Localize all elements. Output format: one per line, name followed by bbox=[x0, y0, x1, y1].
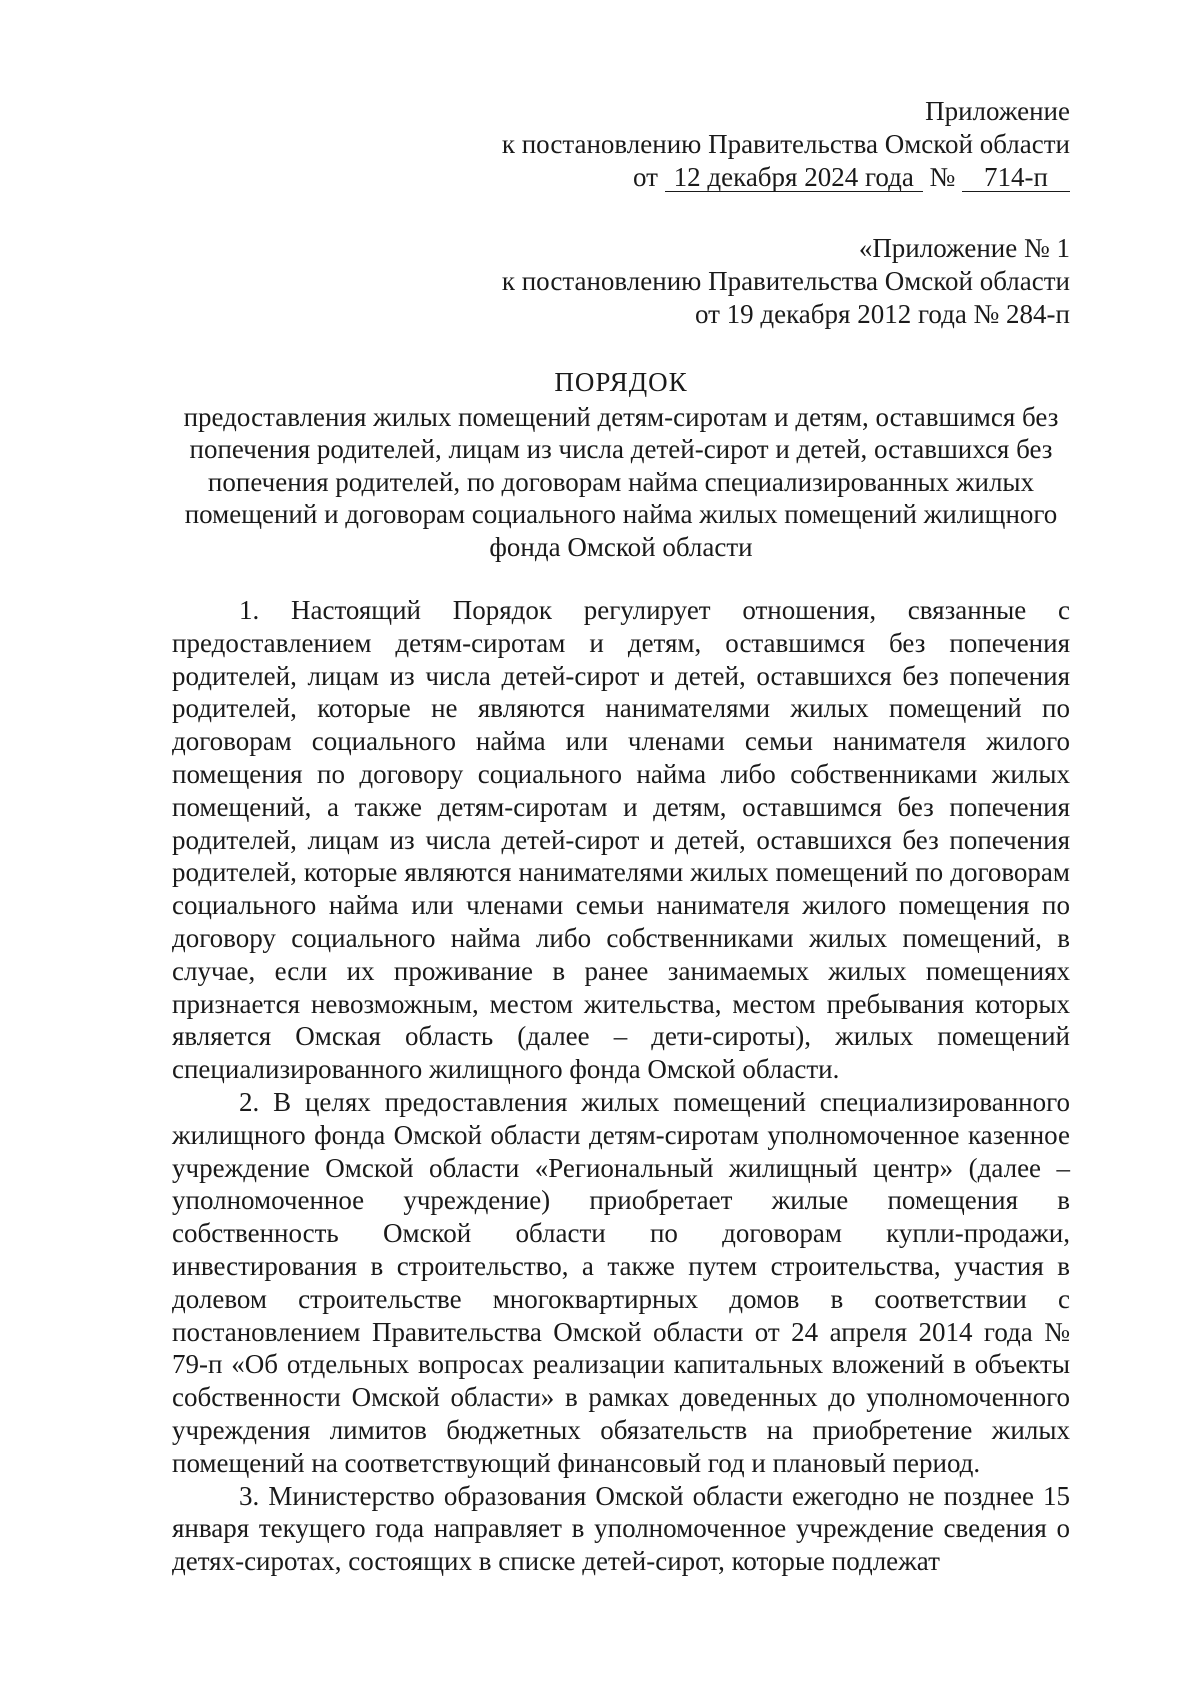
appendix-label: Приложение bbox=[925, 96, 1070, 126]
previous-resolution-ref: к постановлению Правительства Омской области bbox=[501, 265, 1070, 296]
resolution-date: 12 декабря 2024 года bbox=[665, 163, 923, 192]
appendix-header bbox=[502, 95, 1070, 193]
appendix-resolution-ref: к постановлению Правительства Омской области bbox=[501, 128, 1070, 159]
document-body bbox=[172, 594, 1070, 1578]
previous-appendix-header bbox=[502, 232, 1070, 330]
appendix-date-line bbox=[502, 161, 1070, 194]
paragraph-3: 3. Министерство образования Омской области ежегодно не позднее 15 января текущего года направляет в уполномоченное учреждение сведения о детях-сиротах, состоящих в списке детей-сирот, которые подлежат bbox=[172, 1480, 1070, 1577]
paragraph-1: 1. Настоящий Порядок регулирует отношения, связанные с предоставлением детям-сиротам и детям, оставшимся без попечения родителей, лицам из числа детей-сирот и детей, оставшихся без попечения родителей, которые не являются нанимателями жилых помещений по договорам социального найма или членами семьи нанимателя жилого помещения по договору социального найма либо собственниками жилых помещений, а также детям-сиротам и детям, оставшимся без попечения родителей, лицам из числа детей-сирот и детей, оставшихся без попечения родителей, которые являются нанимателями жилых помещений по договорам социального найма или членами семьи нанимателя жилого помещения по договору социального найма либо собственниками жилых помещений, в случае, если их проживание в ранее занимаемых жилых помещениях признается невозможным, местом жительства, местом пребывания которых является Омская область (далее – дети-сироты), жилых помещений специализированного жилищного фонда Омской области. bbox=[172, 595, 1070, 1085]
resolution-number: 714-п bbox=[962, 163, 1070, 192]
previous-resolution-date: от 19 декабря 2012 года № 284-п bbox=[694, 298, 1070, 329]
title-subtitle: предоставления жилых помещений детям-сиротам и детям, оставшимся без попечения родителей, лицам из числа детей-сирот и детей, оставшихся без попечения родителей, по договорам найма специализированных жилых помещений и договорам социального найма жилых помещений жилищного фонда Омской области bbox=[183, 401, 1059, 562]
previous-appendix-label: «Приложение № 1 bbox=[858, 233, 1070, 263]
number-prefix: № bbox=[929, 161, 956, 192]
document-title bbox=[172, 366, 1070, 563]
title-main: ПОРЯДОК bbox=[554, 367, 688, 397]
paragraph-2: 2. В целях предоставления жилых помещений специализированного жилищного фонда Омской области детям-сиротам уполномоченное казенное учреждение Омской области «Региональный жилищный центр» (далее – уполномоченное учреждение) приобретает жилые помещения в собственность Омской области по договорам купли-продажи, инвестирования в строительство, а также путем строительства, участия в долевом строительстве многоквартирных домов в соответствии с постановлением Правительства Омской области от 24 апреля 2014 года № 79-п «Об отдельных вопросах реализации капитальных вложений в объекты собственности Омской области» в рамках доведенных до уполномоченного учреждения лимитов бюджетных обязательств на приобретение жилых помещений на соответствующий финансовый год и плановый период. bbox=[172, 1086, 1070, 1478]
date-prefix: от bbox=[633, 161, 658, 192]
